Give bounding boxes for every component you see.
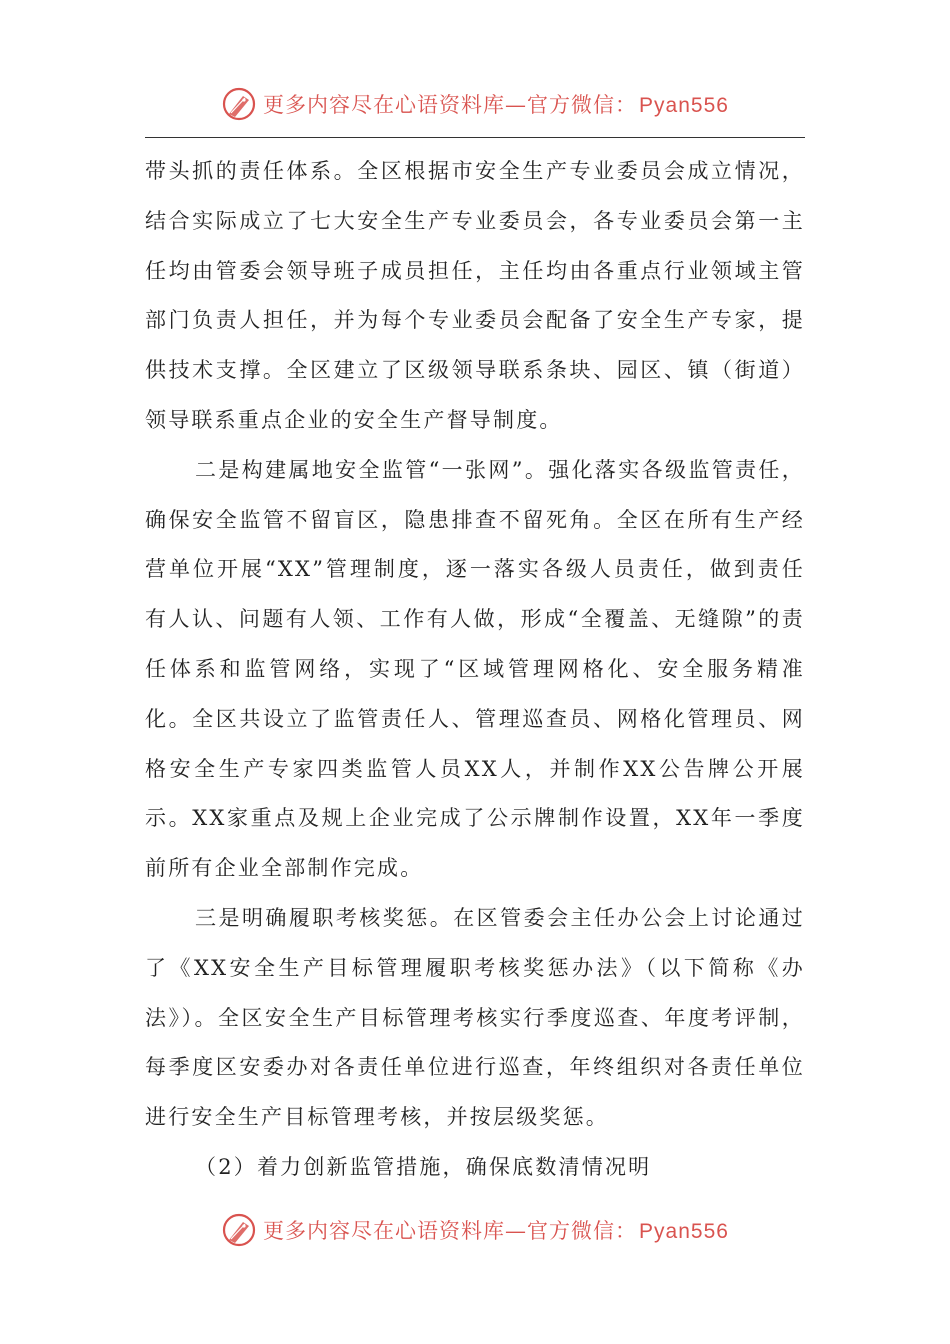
document-body	[145, 147, 805, 1193]
header-watermark	[0, 84, 950, 124]
paragraph: 三是明确履职考核奖惩。在区管委会主任办公会上讨论通过了《XX安全生产目标管理履职考核奖惩办法》（以下简称《办法》）。全区安全生产目标管理考核实行季度巡查、年度考评制，每季度区安委办对各责任单位进行巡查，年终组织对各责任单位进行安全生产目标管理考核，并按层级奖惩。	[145, 905, 805, 1130]
footer-watermark	[0, 1210, 950, 1250]
section-heading: （2）着力创新监管措施，确保底数清情况明	[195, 1154, 652, 1179]
pen-nib-logo-icon	[221, 1212, 257, 1248]
footer-watermark-text: 更多内容尽在心语资料库—官方微信：Pyan556	[263, 1219, 729, 1243]
paragraph: 带头抓的责任体系。全区根据市安全生产专业委员会成立情况，结合实际成立了七大安全生产专业委员会，各专业委员会第一主任均由管委会领导班子成员担任，主任均由各重点行业领域主管部门负责人担任，并为每个专业委员会配备了安全生产专家，提供技术支撑。全区建立了区级领导联系条块、园区、镇（街道）领导联系重点企业的安全生产督导制度。	[145, 159, 805, 432]
header-rule	[145, 137, 805, 138]
header-watermark-text: 更多内容尽在心语资料库—官方微信：Pyan556	[263, 93, 729, 117]
paragraph: 二是构建属地安全监管“一张网”。强化落实各级监管责任，确保安全监管不留盲区，隐患排查不留死角。全区在所有生产经营单位开展“XX”管理制度，逐一落实各级人员责任，做到责任有人认、问题有人领、工作有人做，形成“全覆盖、无缝隙”的责任体系和监管网络，实现了“区域管理网格化、安全服务精准化。全区共设立了监管责任人、管理巡查员、网格化管理员、网格安全生产专家四类监管人员XX人，并制作XX公告牌公开展示。XX家重点及规上企业完成了公示牌制作设置，XX年一季度前所有企业全部制作完成。	[145, 457, 805, 881]
pen-nib-logo-icon	[221, 86, 257, 122]
